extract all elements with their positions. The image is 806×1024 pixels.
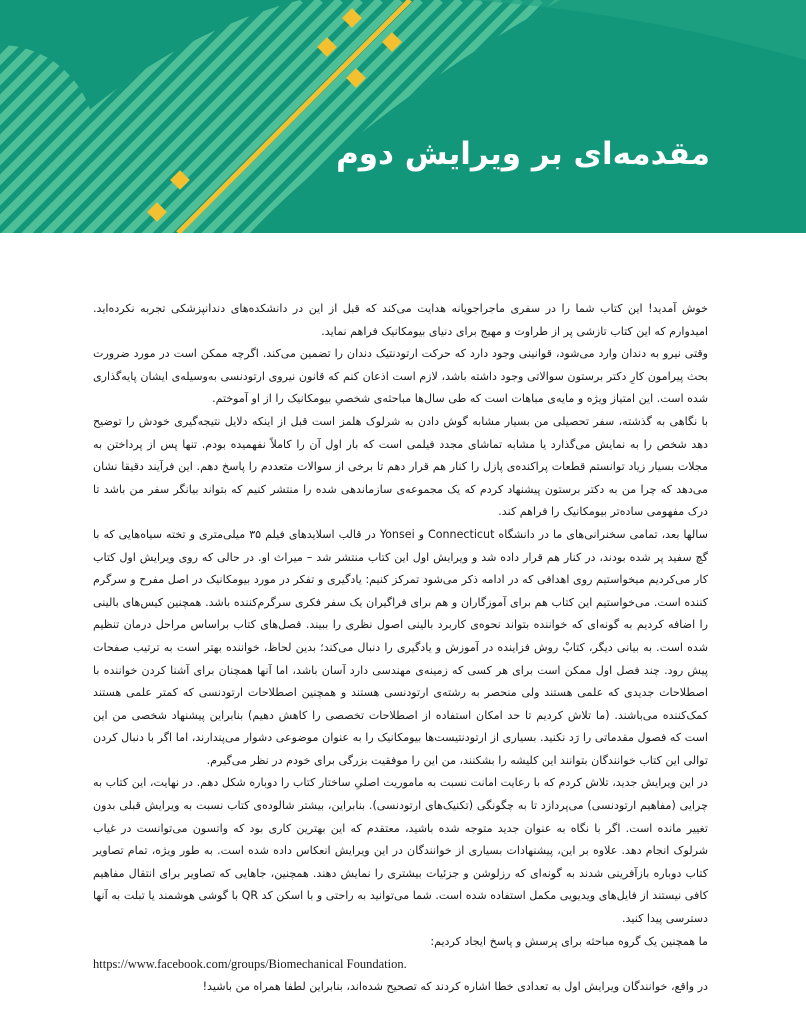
page-title: مقدمه‌ای بر ویرایش دوم [336,136,710,172]
paragraph-closing: در واقع، خوانندگان ویرایش اول به تعدادی خطا اشاره کردند که تصحیح شده‌اند، بنابراین لطفا همراه من باشید! [202,979,708,993]
facebook-group-link[interactable]: https://www.facebook.com/groups/Biomechanical Foundation. [93,957,407,972]
paragraph-lectures: سالها بعد، تمامی سخنرانی‌های ما در دانشگاه Connecticut و Yonsei در قالب اسلایدهای فیلم ۳۵ میلی‌متری و تخته سیاه‌هایی که با گچ سفید پر شده بودند، در کنار هم قرار داده شد و ویرایش اول این کتاب منتشر شد – میراث او. در حالی که روی ویرایش اول کتاب کار می‌کردیم میخواستیم روی اهدافی که در ادامه ذکر می‌شود تمرکز کنیم: یادگیری و تفکر در مورد بیومکانیک در اصل مفرح و سرگرم کننده است. می‌خواستیم این کتاب هم برای آموزگاران و هم برای فراگیران یک سفر فکری سرگرم‌کننده باشد. همچنین کیس‌های بالینی را اضافه کردیم به گونه‌ای که خواننده بتواند نحوه‌ی کاربرد بالینی اصول نظری را ببیند. فصل‌های کتاب براساس مراحل درمان تنظیم شده است. به بیانی دیگر، کتابْ روش فزاینده در آموزش و یادگیری را دنبال می‌کند؛ بدین لحاظ، خواننده بهتر است به ترتیب صفحات پیش رود. چند فصل اول ممکن است برای هر کسی که زمینه‌ی مهندسی دارد آسان باشد، اما آنها همچنان برای آشنا کردن خواننده با اصطلاحات جدیدی که علمی هستند ولی منحصر به رشته‌ی ارتودنسی هستند و همچنین اصطلاحات ارتودنسی که کمتر علمی هستند کمک‌کننده می‌باشند. (ما تلاش کردیم تا حد امکان استفاده از اصطلاحات تخصصی را کاهش دهیم) بنابراین پیشنهاد شخصی من این است که فصول مقدماتی را رَد نکنید. بسیاری از ارتودنتیست‌ها بیومکانیک را به عنوان موضوعی دشوار می‌پندارند، اما اگر با دنبال کردن توالی این کتاب خوانندگان بتوانند این کلیشه را بشکنند، من این را موفقیت بزرگی برای خودم در نظر می‌گیرم. [93,527,708,767]
paragraph-looking-back: با نگاهی به گذشته، سفر تحصیلی من بسیار مشابه گوش دادن به شرلوک هلمز است قبل از اینکه دلایل نتیجه‌گیری خودش را توضیح دهد شخص را به نمایش می‌گذارد یا مشابه تماشای مجدد فیلمی است که بار اول آن را کاملاً نفهمیده بودم. تنها پس از پرداختن به مجلات بسیار زیاد توانستم قطعات پراکنده‌ی پازل را کنار هم قرار دهم تا برخی از سوالات متعددم را پاسخ دهم. این فرآیند دقیقا نشان می‌دهد که چرا من به دکتر برستون پیشنهاد کردم که یک مجموعه‌ی سازماندهی شده را منتشر کنیم که بتواند بیانگر سفر من باشد تا درک مفهومی ساده‌تر بیومکانیک را فراهم کند. [93,414,708,519]
paragraph-forces: وقتی نیرو به دندان وارد می‌شود، قوانینی وجود دارد که حرکت ارتودنتیک دندان را تضمین می‌کند. اگرچه ممکن است در مورد ضرورت بحث پیرامون کارِ دکتر برستون سوالاتی وجود داشته باشد، لازم است اذعان کنم که قانون نیروی ارتودنسی به‌وسیله‌ی ایشان پایه‌گذاری شده است. این امتیاز ویژه و مایه‌ی مباهات است که طی سال‌ها مباحثه‌ی شخصیِ بیومکانیک را از او آموختم. [93,347,708,406]
paragraph-discussion-group: ما همچنین یک گروه مباحثه برای پرسش و پاسخ ایجاد کردیم: [430,934,708,948]
document-body [93,298,708,998]
stripe-pattern [0,0,806,233]
paragraph-new-edition: در این ویرایش جدید، تلاش کردم که با رعایت امانت نسبت به ماموریت اصلیِ ساختار کتاب را دوباره شکل دهم. در نهایت، این کتاب به چرایی (مفاهیم ارتودنسی) می‌پردازد تا به چگونگی (تکنیک‌های ارتودنسی). بنابراین، بیشتر شالوده‌ی کتاب نسبت به ویرایش قبلی بدون تغییر مانده است. اگر با نگاه به عنوان جدید متوجه شده باشید، معتقدم که این بهترین کاری بود که واتسون می‌توانست در غیاب شرلوک انجام دهد. علاوه بر این، پیشنهادات بسیاری از خوانندگان در این ویرایش انعکاس داده شده است. به طور ویژه، تمام تصاویر کتاب دوباره بازآفرینی شدند به گونه‌ای که رزلوشن و جزئیات بیشتری را نمایش دهند. همچنین، جاهایی که تصاویر برای انتقال مفاهیم کافی نیستند از فایل‌های ویدیویی مکمل استفاده شده است. شما می‌توانید به راحتی و با اسکن کد QR با گوشی هوشمند یا تبلت به آنها دسترسی پیدا کنید. [93,776,708,926]
header-banner [0,0,806,233]
paragraph-welcome: خوش آمدید! این کتاب شما را در سفری ماجراجویانه هدایت می‌کند که قبل از این در دانشکده‌های دندانپزشکی تجربه نکرده‌اید. امیدوارم که این کتاب تازشی پر از طراوت و مهیج برای دنیای بیومکانیک فراهم نماید. [93,302,708,338]
